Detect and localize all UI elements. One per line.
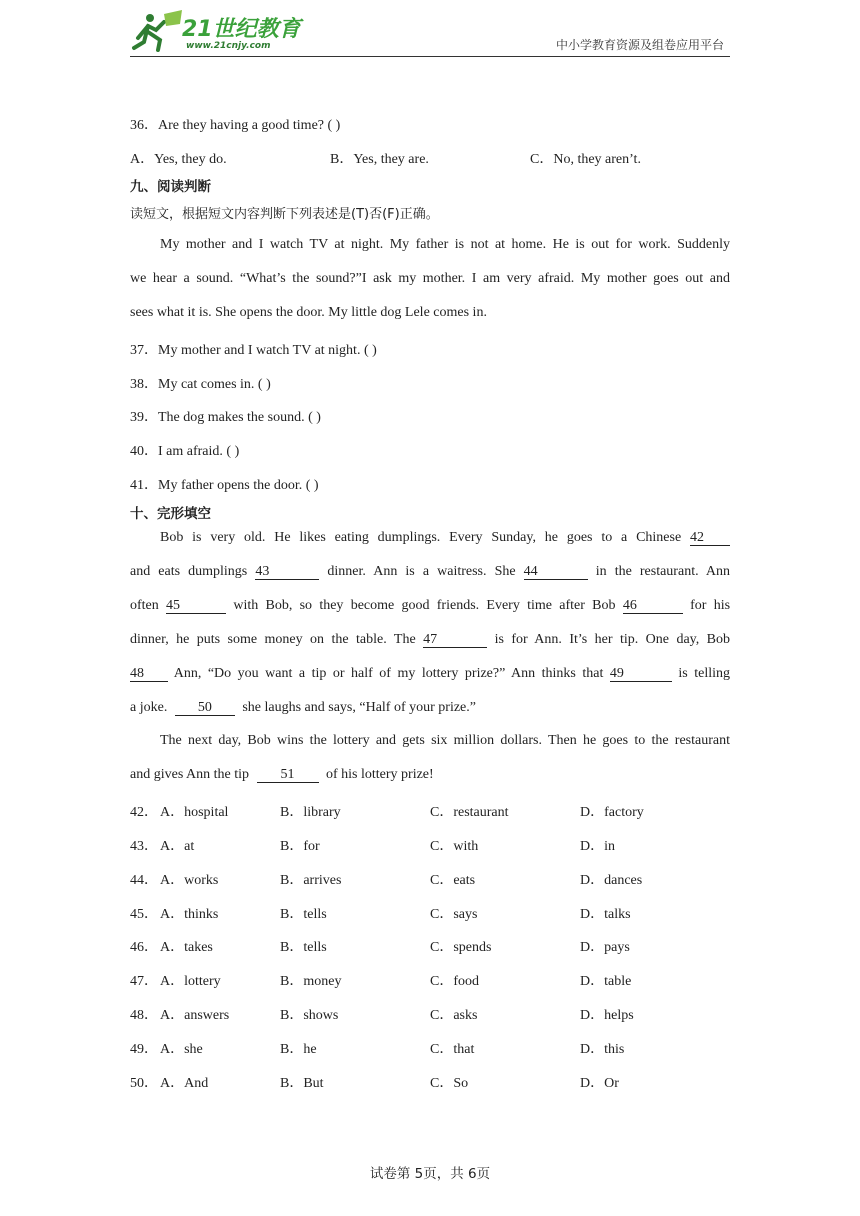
cloze-text: Bob is very old. He likes eating dumplings. Every Sunday, he goes to a Chinese: [160, 530, 682, 545]
cloze-line-4: [130, 632, 730, 648]
section-10-title: 十、完形填空: [130, 506, 211, 522]
choice-a: A．takes: [160, 940, 213, 955]
choice-d: D．talks: [580, 907, 631, 922]
choice-a: A．answers: [160, 1008, 230, 1023]
choice-b: B．money: [280, 974, 342, 989]
choice-d: D．pays: [580, 940, 630, 955]
q36-option-a: A．Yes, they do.: [130, 152, 227, 167]
choice-c: C．food: [430, 974, 479, 989]
choice-row: [130, 801, 730, 821]
choice-b: B．library: [280, 805, 341, 820]
question-39: 39．The dog makes the sound. ( ): [130, 410, 321, 425]
logo-url-text: www.21cnjy.com: [186, 41, 271, 51]
choice-d: D．helps: [580, 1008, 634, 1023]
choice-c: C．asks: [430, 1008, 478, 1023]
choice-c: C．that: [430, 1042, 475, 1057]
choice-b: B．for: [280, 839, 320, 854]
blank-43: 43: [255, 565, 319, 580]
choice-row: [130, 869, 730, 889]
choice-number: 48．: [130, 1008, 158, 1023]
choice-d: D．Or: [580, 1076, 619, 1091]
choice-c: C．with: [430, 839, 479, 854]
passage-line-2: we hear a sound. “What’s the sound?”I ask my mother. I am very afraid. My mother goes out and: [130, 271, 730, 286]
question-40: 40．I am afraid. ( ): [130, 444, 240, 459]
q36-option-b: B．Yes, they are.: [330, 152, 429, 167]
choice-c: C．spends: [430, 940, 492, 955]
q36-stem: 36．Are they having a good time? ( ): [130, 118, 341, 133]
choice-a: A．she: [160, 1042, 203, 1057]
choice-b: B．But: [280, 1076, 324, 1091]
cloze-text: dinner, he puts some money on the table. The: [130, 632, 416, 647]
choice-number: 43．: [130, 839, 158, 854]
cloze-text: of his lottery prize!: [326, 767, 434, 782]
choice-d: D．table: [580, 974, 632, 989]
choice-a: A．And: [160, 1076, 209, 1091]
logo: [130, 8, 310, 52]
cloze-text: is telling: [678, 666, 730, 681]
blank-44: 44: [524, 565, 588, 580]
choice-a: A．lottery: [160, 974, 221, 989]
cloze-text: dinner. Ann is a waitress. She: [327, 564, 516, 579]
question-38: 38．My cat comes in. ( ): [130, 377, 271, 392]
runner-icon: [134, 10, 182, 50]
cloze-line-6: [130, 700, 476, 716]
choice-row: [130, 1038, 730, 1058]
cloze-text: and eats dumplings: [130, 564, 248, 579]
blank-46: 46: [623, 599, 683, 614]
choice-number: 46．: [130, 940, 158, 955]
blank-48: 48: [130, 667, 168, 682]
choice-row: [130, 903, 730, 923]
choice-number: 47．: [130, 974, 158, 989]
cloze-text: with Bob, so they become good friends. Every time after Bob: [233, 598, 616, 613]
cloze-text: and gives Ann the tip: [130, 767, 249, 782]
cloze-text: Ann, “Do you want a tip or half of my lottery prize?” Ann thinks that: [173, 666, 604, 681]
blank-47: 47: [423, 633, 487, 648]
choice-a: A．works: [160, 873, 219, 888]
cloze-line-8: [130, 767, 434, 783]
choice-row: [130, 1072, 730, 1092]
cloze-line-7: The next day, Bob wins the lottery and gets six million dollars. Then he goes to the restaurant: [160, 733, 730, 748]
blank-51: 51: [257, 768, 319, 783]
choice-number: 42．: [130, 805, 158, 820]
choice-row: [130, 936, 730, 956]
choice-d: D．in: [580, 839, 615, 854]
question-41: 41．My father opens the door. ( ): [130, 478, 319, 493]
cloze-text: in the restaurant. Ann: [595, 564, 730, 579]
choice-b: B．arrives: [280, 873, 342, 888]
exam-page: [130, 0, 730, 1216]
passage-line-1: My mother and I watch TV at night. My father is not at home. He is out for work. Suddenly: [160, 237, 730, 252]
choice-b: B．he: [280, 1042, 317, 1057]
cloze-line-1: [130, 530, 730, 546]
choice-c: C．So: [430, 1076, 469, 1091]
choice-number: 49．: [130, 1042, 158, 1057]
cloze-line-3: [130, 598, 730, 614]
choice-row: [130, 970, 730, 990]
platform-title: 中小学教育资源及组卷应用平台: [555, 38, 724, 52]
choice-a: A．at: [160, 839, 195, 854]
choice-number: 44．: [130, 873, 158, 888]
choice-number: 45．: [130, 907, 158, 922]
choice-b: B．tells: [280, 907, 327, 922]
choice-b: B．tells: [280, 940, 327, 955]
blank-45: 45: [166, 599, 226, 614]
choice-b: B．shows: [280, 1008, 339, 1023]
passage-line-3: sees what it is. She opens the door. My little dog Lele comes in.: [130, 305, 487, 320]
page-number-footer: 试卷第 5页，共 6页: [369, 1166, 491, 1182]
cloze-line-2: [130, 564, 730, 580]
cloze-text: is for Ann. It’s her tip. One day, Bob: [494, 632, 731, 647]
q36-option-c: C．No, they aren’t.: [530, 152, 641, 167]
choice-a: A．hospital: [160, 805, 229, 820]
choice-c: C．eats: [430, 873, 476, 888]
blank-49: 49: [610, 667, 672, 682]
choice-row: [130, 835, 730, 855]
blank-50: 50: [175, 701, 235, 716]
question-37: 37．My mother and I watch TV at night. ( ): [130, 343, 377, 358]
choice-a: A．thinks: [160, 907, 219, 922]
choice-number: 50．: [130, 1076, 158, 1091]
choice-c: C．says: [430, 907, 478, 922]
cloze-text: she laughs and says, “Half of your prize.”: [242, 700, 476, 715]
choice-d: D．factory: [580, 805, 644, 820]
choice-row: [130, 1004, 730, 1024]
page-header: [130, 6, 730, 57]
cloze-text: for his: [690, 598, 731, 613]
cloze-line-5: [130, 666, 730, 682]
choice-c: C．restaurant: [430, 805, 509, 820]
choice-d: D．dances: [580, 873, 643, 888]
logo-text: 21世纪教育: [182, 17, 301, 42]
section-9-title: 九、阅读判断: [130, 179, 211, 195]
cloze-text: often: [130, 598, 159, 613]
cloze-text: a joke.: [130, 700, 168, 715]
choice-d: D．this: [580, 1042, 625, 1057]
blank-42: 42: [690, 531, 730, 546]
section-9-instruction: 读短文，根据短文内容判断下列表述是(T)否(F)正确。: [130, 207, 439, 222]
